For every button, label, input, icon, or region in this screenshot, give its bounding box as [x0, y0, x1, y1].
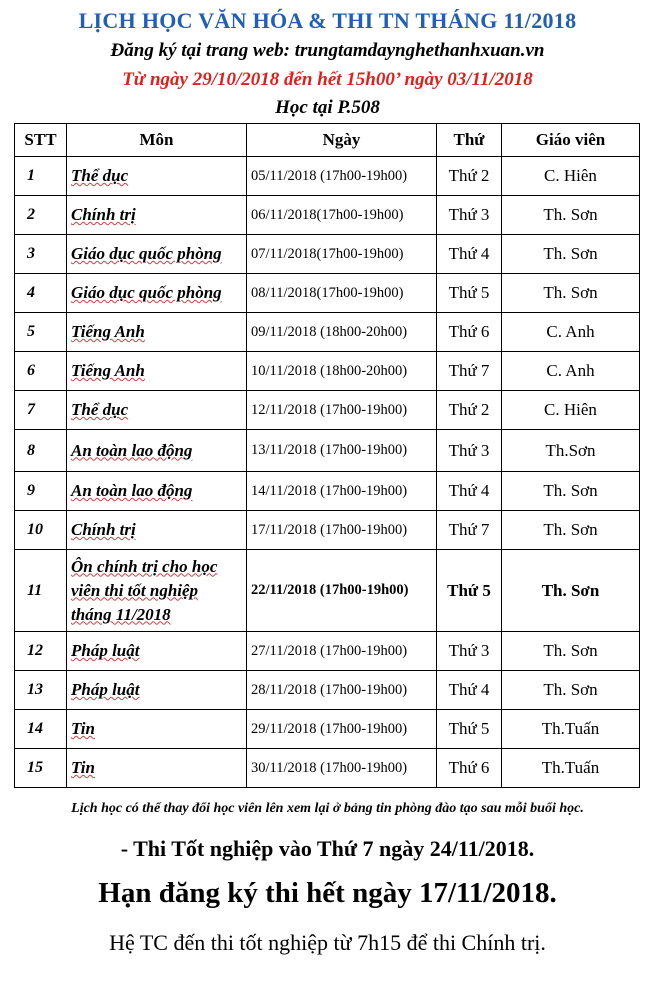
- row-date: 06/11/2018(17h00-19h00): [247, 196, 437, 235]
- row-subject: Pháp luật: [67, 671, 247, 710]
- row-weekday: Thứ 7: [437, 511, 502, 550]
- header-mon: Môn: [67, 124, 247, 157]
- table-row: [15, 235, 640, 274]
- row-stt: 12: [15, 632, 67, 671]
- header-ngay: Ngày: [247, 124, 437, 157]
- schedule-change-note: Lịch học có thể thay đổi học viên lên xem lại ở bảng tin phòng đào tạo sau mỗi buổi học.: [71, 801, 584, 816]
- table-row: [15, 472, 640, 511]
- table-row: [15, 157, 640, 196]
- row-subject: Chính trị: [67, 511, 247, 550]
- row-teacher: Th. Sơn: [502, 274, 640, 313]
- row-date: 28/11/2018 (17h00-19h00): [247, 671, 437, 710]
- row-stt: 5: [15, 313, 67, 352]
- row-stt: 10: [15, 511, 67, 550]
- row-teacher: C. Hiên: [502, 391, 640, 430]
- row-teacher: C. Anh: [502, 313, 640, 352]
- row-subject: Giáo dục quốc phòng: [67, 235, 247, 274]
- row-date: 12/11/2018 (17h00-19h00): [247, 391, 437, 430]
- tc-exam-note: Hệ TC đến thi tốt nghiệp từ 7h15 để thi Chính trị.: [109, 930, 546, 955]
- row-teacher: Th. Sơn: [502, 472, 640, 511]
- row-weekday: Thứ 3: [437, 196, 502, 235]
- table-row: [15, 632, 640, 671]
- row-teacher: Th. Sơn: [502, 235, 640, 274]
- row-weekday: Thứ 4: [437, 671, 502, 710]
- table-header-row: [15, 124, 640, 157]
- row-stt: 7: [15, 391, 67, 430]
- page-title: LỊCH HỌC VĂN HÓA & THI TN THÁNG 11/2018: [78, 8, 577, 33]
- row-weekday: Thứ 4: [437, 472, 502, 511]
- row-stt: 8: [15, 430, 67, 472]
- row-weekday: Thứ 4: [437, 235, 502, 274]
- table-row: [15, 710, 640, 749]
- row-weekday: Thứ 3: [437, 430, 502, 472]
- row-weekday: Thứ 3: [437, 632, 502, 671]
- table-row: [15, 511, 640, 550]
- row-weekday: Thứ 5: [437, 710, 502, 749]
- header-giao-vien: Giáo viên: [502, 124, 640, 157]
- row-weekday: Thứ 7: [437, 352, 502, 391]
- row-stt: 6: [15, 352, 67, 391]
- row-stt: 11: [15, 550, 67, 632]
- row-teacher: Th. Sơn: [502, 511, 640, 550]
- row-teacher: Th. Sơn: [502, 632, 640, 671]
- row-teacher: Th.Tuấn: [502, 710, 640, 749]
- row-stt: 15: [15, 749, 67, 788]
- row-weekday: Thứ 2: [437, 391, 502, 430]
- row-stt: 3: [15, 235, 67, 274]
- row-stt: 2: [15, 196, 67, 235]
- row-weekday: Thứ 2: [437, 157, 502, 196]
- schedule-table: [14, 123, 640, 788]
- row-subject: An toàn lao động: [67, 430, 247, 472]
- row-teacher: Th.Tuấn: [502, 749, 640, 788]
- row-stt: 1: [15, 157, 67, 196]
- row-subject: Thể dục: [67, 157, 247, 196]
- row-date: 17/11/2018 (17h00-19h00): [247, 511, 437, 550]
- row-stt: 4: [15, 274, 67, 313]
- table-row: [15, 550, 640, 632]
- row-teacher: Th. Sơn: [502, 196, 640, 235]
- row-date: 10/11/2018 (18h00-20h00): [247, 352, 437, 391]
- row-date: 29/11/2018 (17h00-19h00): [247, 710, 437, 749]
- row-teacher: C. Anh: [502, 352, 640, 391]
- registration-period: Từ ngày 29/10/2018 đến hết 15h00’ ngày 03/11/2018: [122, 69, 533, 90]
- table-row: [15, 671, 640, 710]
- row-weekday: Thứ 5: [437, 274, 502, 313]
- room-location: Học tại P.508: [275, 97, 380, 118]
- table-row: [15, 749, 640, 788]
- row-subject: Pháp luật: [67, 632, 247, 671]
- row-date: 07/11/2018(17h00-19h00): [247, 235, 437, 274]
- row-subject: Giáo dục quốc phòng: [67, 274, 247, 313]
- row-date: 22/11/2018 (17h00-19h00): [247, 550, 437, 632]
- row-weekday: Thứ 6: [437, 313, 502, 352]
- row-teacher: Th. Sơn: [502, 550, 640, 632]
- row-date: 09/11/2018 (18h00-20h00): [247, 313, 437, 352]
- row-teacher: Th.Sơn: [502, 430, 640, 472]
- table-row: [15, 430, 640, 472]
- row-stt: 13: [15, 671, 67, 710]
- row-subject: Tin: [67, 749, 247, 788]
- row-teacher: C. Hiên: [502, 157, 640, 196]
- row-date: 05/11/2018 (17h00-19h00): [247, 157, 437, 196]
- row-teacher: Th. Sơn: [502, 671, 640, 710]
- row-weekday: Thứ 6: [437, 749, 502, 788]
- row-subject: Tin: [67, 710, 247, 749]
- table-row: [15, 313, 640, 352]
- row-stt: 9: [15, 472, 67, 511]
- row-subject: Chính trị: [67, 196, 247, 235]
- row-date: 27/11/2018 (17h00-19h00): [247, 632, 437, 671]
- row-date: 30/11/2018 (17h00-19h00): [247, 749, 437, 788]
- row-stt: 14: [15, 710, 67, 749]
- row-date: 13/11/2018 (17h00-19h00): [247, 430, 437, 472]
- table-row: [15, 274, 640, 313]
- row-subject: Ôn chính trị cho học viên thi tốt nghiệp tháng 11/2018: [67, 550, 247, 632]
- header-thu: Thứ: [437, 124, 502, 157]
- registration-deadline: Hạn đăng ký thi hết ngày 17/11/2018.: [98, 877, 557, 909]
- row-date: 14/11/2018 (17h00-19h00): [247, 472, 437, 511]
- row-subject: Tiếng Anh: [67, 352, 247, 391]
- row-weekday: Thứ 5: [437, 550, 502, 632]
- register-website: Đăng ký tại trang web: trungtamdaynghethanhxuan.vn: [110, 40, 545, 61]
- table-row: [15, 352, 640, 391]
- table-row: [15, 391, 640, 430]
- row-date: 08/11/2018(17h00-19h00): [247, 274, 437, 313]
- header-stt: STT: [15, 124, 67, 157]
- row-subject: An toàn lao động: [67, 472, 247, 511]
- table-row: [15, 196, 640, 235]
- exam-date: - Thi Tốt nghiệp vào Thứ 7 ngày 24/11/2018.: [120, 836, 535, 861]
- row-subject: Tiếng Anh: [67, 313, 247, 352]
- row-subject: Thể dục: [67, 391, 247, 430]
